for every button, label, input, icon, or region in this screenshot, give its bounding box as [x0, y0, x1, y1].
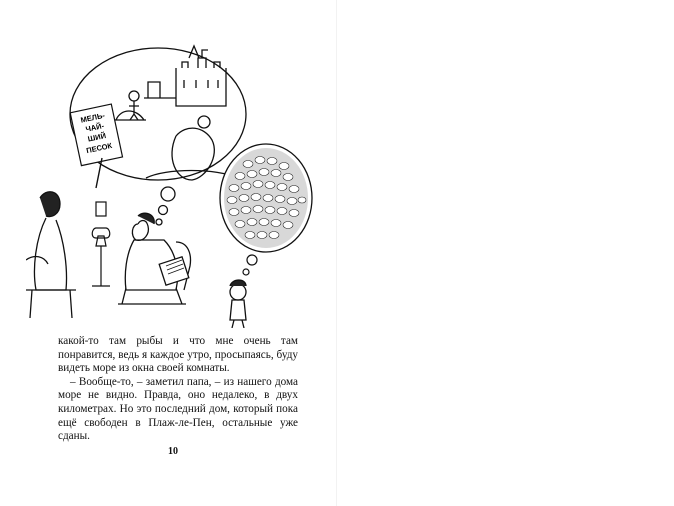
- left-page-text: [58, 335, 298, 444]
- illustration: [26, 28, 326, 328]
- sign-line-4: ПЕСОК: [85, 140, 113, 156]
- sign-line-3: ШИЙ: [86, 130, 107, 144]
- thought-bubble-pebbles: [220, 144, 312, 275]
- beach-sign: [70, 104, 122, 188]
- sign-line-2: ЧАЙ-: [84, 121, 105, 134]
- father-figure: [118, 213, 190, 304]
- sign-line-1: МЕЛЬ-: [79, 110, 106, 125]
- right-page: [337, 0, 674, 506]
- boy-figure: [230, 280, 246, 328]
- left-paragraph: какой-то там рыбы и что мне очень там понравится, ведь я каждое утро, просыпаясь, буду видеть море из окна своей комнаты.: [58, 335, 298, 375]
- mother-figure: [26, 192, 76, 318]
- lamp: [92, 202, 110, 286]
- left-paragraph: – Вообще-то, – заметил папа, – из нашего дома море не видно. Правда, оно недалеко, в двух километрах. Но это последний дом, который пока ещё свободен в Плаж-ле-Пен, остальные уже сданы.: [58, 375, 298, 443]
- page-number-left: 10: [168, 446, 178, 457]
